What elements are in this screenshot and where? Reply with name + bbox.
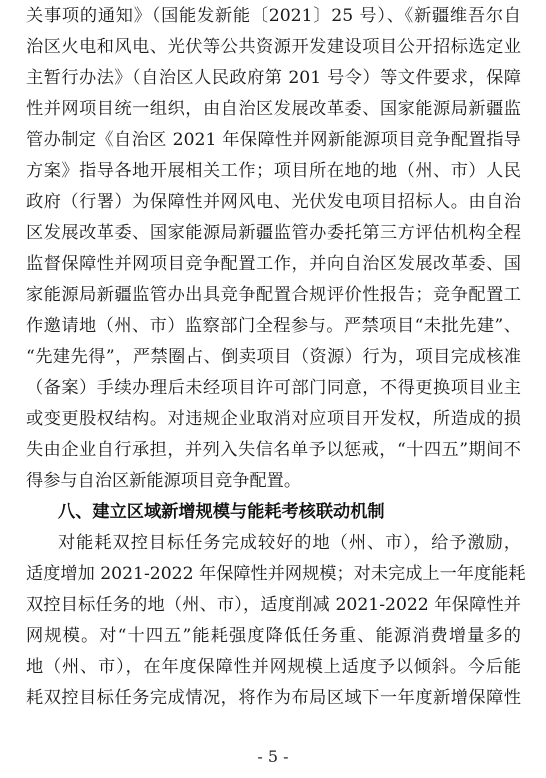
- body-line-2: 治区火电和风电、光伏等公共资源开发建设项目公开招标选定业: [26, 37, 521, 57]
- body-line-4: 性并网项目统一组织，由自治区发展改革委、国家能源局新疆监: [26, 99, 521, 119]
- body-line-10: 家能源局新疆监管办出具竞争配置合规评价性报告；竞争配置工: [26, 285, 521, 305]
- page-number: - 5 -: [257, 747, 289, 766]
- body-line-11: 作邀请地（州、市）监察部门全程参与。严禁项目“未批先建”、: [26, 316, 521, 336]
- body-line-13: （备案）手续办理后未经项目许可部门同意，不得更换项目业主: [26, 378, 521, 398]
- body-line-9: 监督保障性并网项目竞争配置工作，并向自治区发展改革委、国: [26, 254, 521, 274]
- body2-line-5: 地（州、市），在年度保障性并网规模上适度予以倾斜。今后能: [26, 657, 521, 677]
- body2-line-4: 网规模。对“十四五”能耗强度降低任务重、能源消费增量多的: [26, 626, 521, 646]
- body-line-1: 关事项的通知》（国能发新能〔2021〕25 号）、《新疆维吾尔自: [26, 6, 521, 26]
- body2-line-1: 对能耗双控目标任务完成较好的地（州、市），给予激励，: [58, 533, 521, 553]
- body2-line-3: 双控目标任务的地（州、市），适度削减 2021-2022 年保障性并: [26, 595, 521, 615]
- section-heading: 八、建立区域新增规模与能耗考核联动机制: [58, 502, 385, 522]
- body-line-8: 区发展改革委、国家能源局新疆监管办委托第三方评估机构全程: [26, 223, 521, 243]
- body-line-16: 得参与自治区新能源项目竞争配置。: [26, 471, 302, 491]
- body-line-3: 主暂行办法》（自治区人民政府第 201 号令）等文件要求，保障: [26, 68, 521, 88]
- body2-line-2: 适度增加 2021-2022 年保障性并网规模；对未完成上一年度能耗: [26, 564, 526, 584]
- body-line-15: 失由企业自行承担，并列入失信名单予以惩戒，“十四五”期间不: [26, 440, 521, 460]
- body2-line-6: 耗双控目标任务完成情况，将作为布局区域下一年度新增保障性: [26, 688, 521, 708]
- body-line-7: 政府（行署）为保障性并网风电、光伏发电项目招标人。由自治: [26, 192, 521, 212]
- body-line-14: 或变更股权结构。对违规企业取消对应项目开发权，所造成的损: [26, 409, 521, 429]
- body-line-6: 方案》指导各地开展相关工作；项目所在地的地（州、市）人民: [26, 161, 521, 181]
- body-line-12: “先建先得”，严禁圈占、倒卖项目（资源）行为，项目完成核准: [26, 347, 521, 367]
- body-line-5: 管办制定《自治区 2021 年保障性并网新能源项目竞争配置指导: [26, 130, 521, 150]
